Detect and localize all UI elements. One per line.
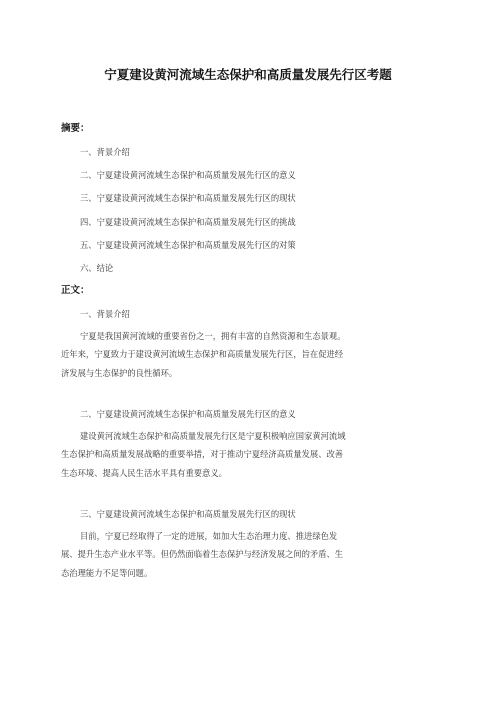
- paragraph-line: 建设黄河流域生态保护和高质量发展先行区是宁夏积极响应国家黄河流域: [80, 431, 346, 441]
- paragraph-line: 宁夏是我国黄河流域的重要省份之一，拥有丰富的自然资源和生态景观。: [80, 331, 346, 341]
- paragraph-line: 近年来，宁夏致力于建设黄河流域生态保护和高质量发展先行区，旨在促进经: [61, 349, 344, 360]
- body-label: 正文：: [61, 285, 90, 296]
- section-heading: 三、宁夏建设黄河流域生态保护和高质量发展先行区的现状: [80, 509, 296, 519]
- paragraph-line: 生态环境、提高人民生活水平具有重要意义。: [61, 467, 227, 478]
- section-heading: 一、背景介绍: [80, 309, 130, 319]
- paragraph-line: 生态保护和高质量发展战略的重要举措，对于推动宁夏经济高质量发展、改善: [61, 449, 344, 460]
- paragraph-line: 展、提升生态产业水平等。但仍然面临着生态保护与经济发展之间的矛盾、生: [61, 549, 344, 560]
- abstract-label: 摘要：: [61, 123, 90, 134]
- outline-item: 五、宁夏建设黄河流域生态保护和高质量发展先行区的对策: [80, 240, 296, 250]
- outline-item: 六、结论: [80, 263, 114, 273]
- outline-item: 二、宁夏建设黄河流域生态保护和高质量发展先行区的意义: [80, 170, 296, 180]
- document-title: 宁夏建设黄河流域生态保护和高质量发展先行区考题: [104, 67, 392, 82]
- section-paragraph: [61, 427, 437, 482]
- outline-item: 一、背景介绍: [80, 147, 130, 157]
- paragraph-line: 态治理能力不足等问题。: [61, 567, 153, 578]
- paragraph-line: 目前，宁夏已经取得了一定的进展，如加大生态治理力度、推进绿色发: [80, 531, 338, 541]
- outline-item: 四、宁夏建设黄河流域生态保护和高质量发展先行区的挑战: [80, 217, 296, 227]
- outline-item: 三、宁夏建设黄河流域生态保护和高质量发展先行区的现状: [80, 193, 296, 203]
- section-paragraph: [61, 527, 437, 582]
- section-paragraph: [61, 327, 437, 382]
- paragraph-line: 济发展与生态保护的良性循环。: [61, 367, 178, 378]
- section-heading: 二、宁夏建设黄河流域生态保护和高质量发展先行区的意义: [80, 409, 296, 419]
